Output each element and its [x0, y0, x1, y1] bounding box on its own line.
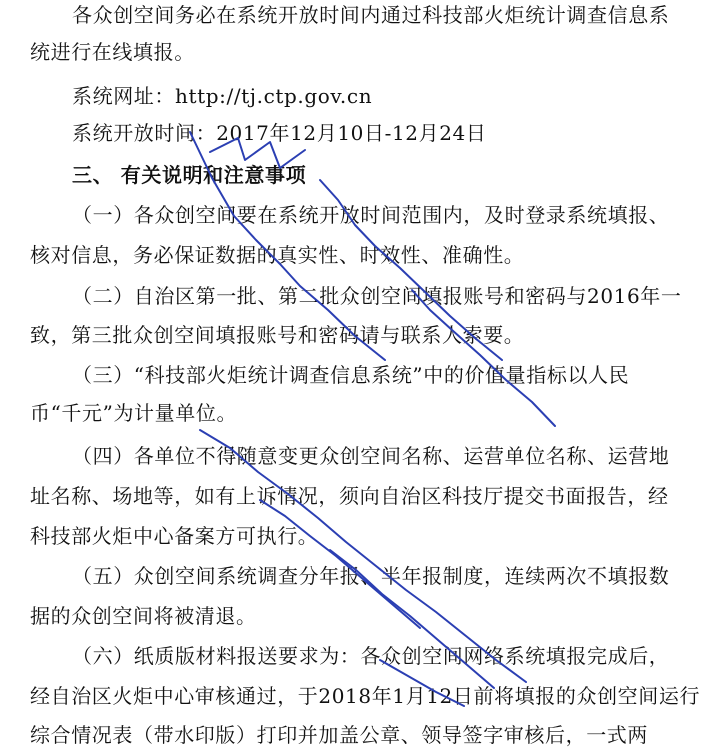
paragraph-line: （一）各众创空间要在系统开放时间范围内，及时登录系统填报、 [72, 203, 670, 227]
paragraph-line: 统进行在线填报。 [30, 40, 195, 64]
paragraph-line: 币“千元”为计量单位。 [30, 401, 238, 425]
section-heading: 三、 有关说明和注意事项 [72, 163, 307, 187]
paragraph-line: 科技部火炬中心备案方可执行。 [30, 524, 319, 548]
paragraph-line: 系统开放时间：2017年12月10日-12月24日 [72, 121, 487, 145]
paragraph-line: 经自治区火炬中心审核通过，于2018年1月12日前将填报的众创空间运行 [30, 684, 701, 708]
paragraph-line: 系统网址：http://tj.ctp.gov.cn [72, 84, 373, 108]
paragraph-line: （四）各单位不得随意变更众创空间名称、运营单位名称、运营地 [72, 444, 670, 468]
paragraph-line: 址名称、场地等，如有上诉情况，须向自治区科技厅提交书面报告，经 [30, 484, 669, 508]
paragraph-line: 致，第三批众创空间填报账号和密码请与联系人索要。 [30, 323, 525, 347]
paragraph-line: （五）众创空间系统调查分年报、半年报制度，连续两次不填报数 [72, 564, 670, 588]
paragraph-line: （六）纸质版材料报送要求为：各众创空间网络系统填报完成后， [72, 644, 670, 668]
paragraph-line: 各众创空间务必在系统开放时间内通过科技部火炬统计调查信息系 [72, 3, 670, 27]
paragraph-line: 据的众创空间将被清退。 [30, 604, 257, 628]
paragraph-line: 综合情况表（带水印版）打印并加盖公章、领导签字审核后，一式两 [30, 723, 648, 747]
paragraph-line: （三）“科技部火炬统计调查信息系统”中的价值量指标以人民 [72, 363, 630, 387]
paragraph-line: 核对信息，务必保证数据的真实性、时效性、准确性。 [30, 243, 525, 267]
paragraph-line: （二）自治区第一批、第二批众创空间填报账号和密码与2016年一 [72, 284, 682, 308]
